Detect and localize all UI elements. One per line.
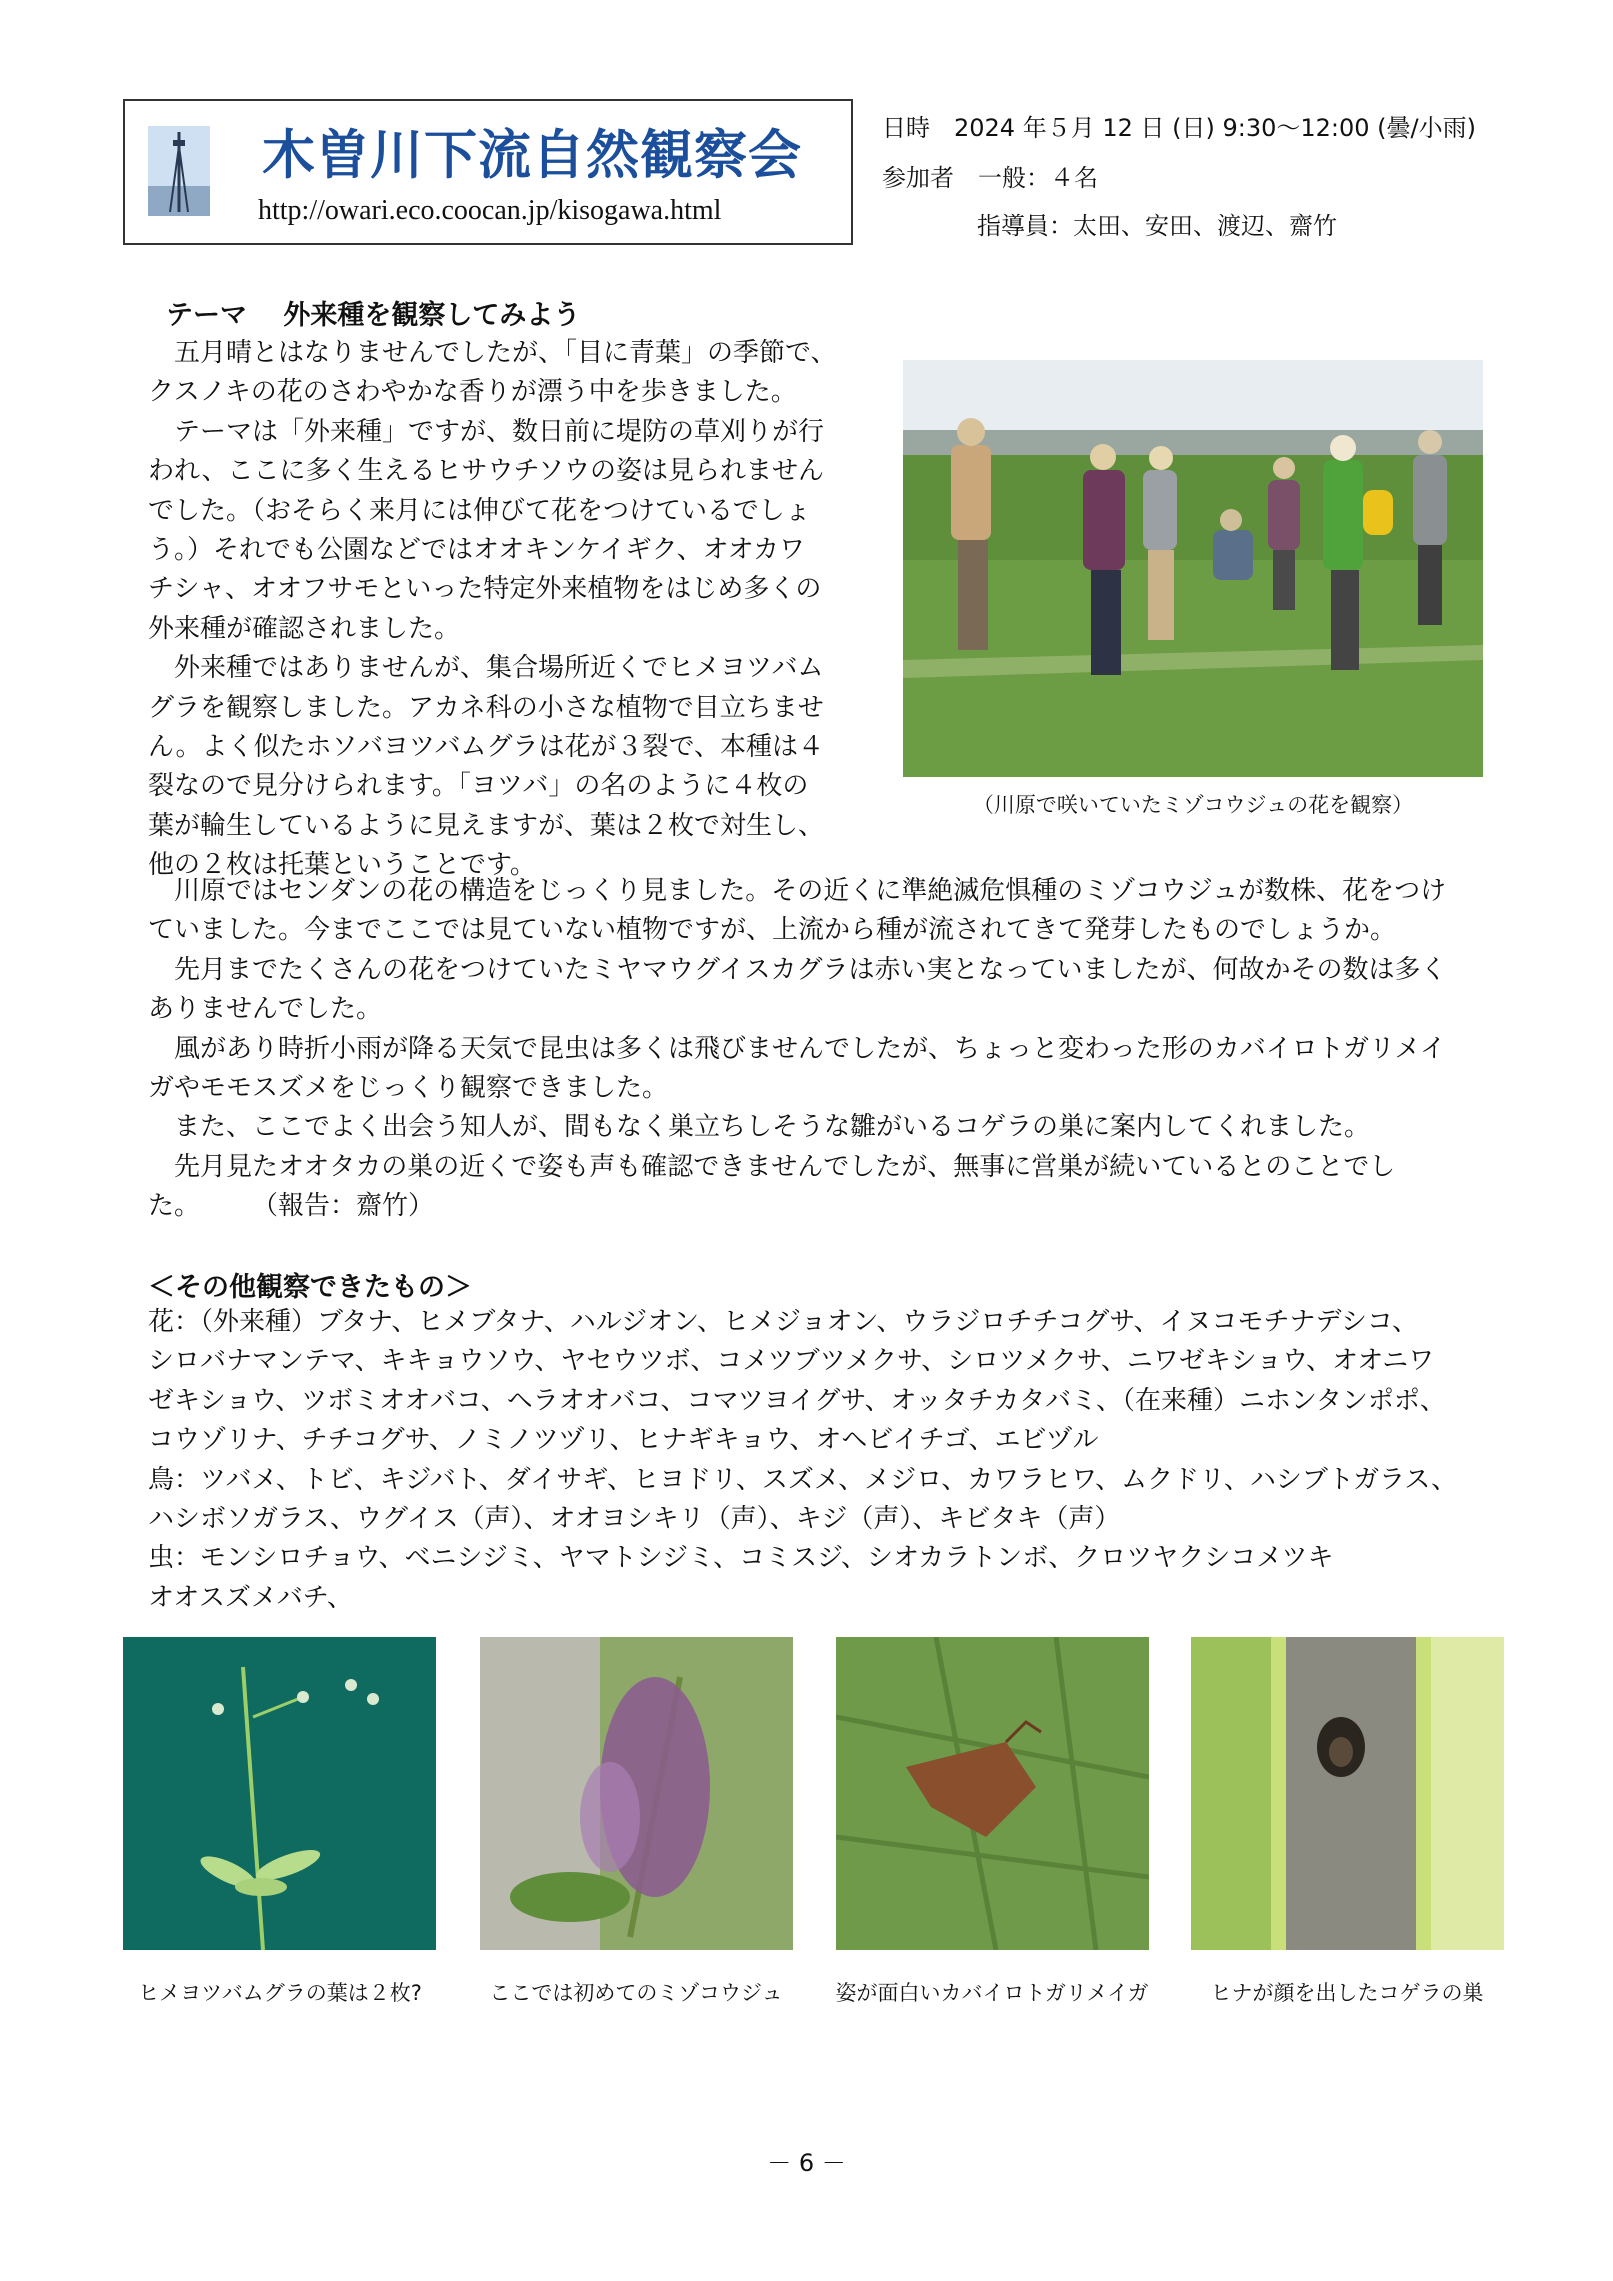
text-line: クスノキの花のさわやかな香りが漂う中を歩きました。 <box>148 377 797 408</box>
participants: 参加者 一般：４名 <box>882 164 1098 192</box>
text-line: 外来種ではありませんが、集合場所近くでヒメヨツバム <box>148 653 824 684</box>
report-body-narrow <box>148 334 836 885</box>
text-line: 虫：モンシロチョウ、ベニシジミ、ヤマトシジミ、コミスジ、シオカラトンボ、クロツヤクシコメツキ <box>148 1543 1334 1574</box>
text-line: 外来種が確認されました。 <box>148 613 461 644</box>
kabairotogarimeiga-photo <box>836 1637 1149 1950</box>
text-line: また、ここでよく出会う知人が、間もなく巣立ちしそうな雛がいるコゲラの巣に案内してくれました。 <box>148 1112 1371 1143</box>
tower-logo <box>148 126 210 216</box>
text-line: コウゾリナ、チチコグサ、ノミノツヅリ、ヒナギキョウ、オヘビイチゴ、エビヅル <box>148 1425 1099 1456</box>
text-line: ハシボソガラス、ウグイス（声）、オオヨシキリ（声）、キジ（声）、キビタキ（声） <box>148 1503 1121 1534</box>
event-date: 日時 2024 年５月 12 日 (日) 9:30～12:00 (曇/小雨) <box>882 114 1476 142</box>
text-line: シロバナマンテマ、キキョウソウ、ヤセウツボ、コメツブツメクサ、シロツメクサ、ニワゼキショウ、オオニワ <box>148 1346 1435 1377</box>
text-line: チシャ、オオフサモといった特定外来植物をはじめ多くの <box>148 574 822 605</box>
page-title: 木曽川下流自然観察会 <box>262 125 802 186</box>
text-line: グラを観察しました。アカネ科の小さな植物で目立ちませ <box>148 692 824 723</box>
text-line: われ、ここに多く生えるヒサウチソウの姿は見られません <box>148 456 825 487</box>
photo-caption: ここでは初めてのミゾコウジュ <box>489 1981 783 2005</box>
text-line: ありませんでした。 <box>148 994 383 1025</box>
text-line: 川原ではセンダンの花の構造をじっくり見ました。その近くに準絶滅危惧種のミゾコウジュが数株、花をつけ <box>148 876 1447 906</box>
other-observations-heading: ＜その他観察できたもの＞ <box>148 1272 472 1303</box>
text-line: テーマは「外来種」ですが、数日前に堤防の草刈りが行 <box>148 416 825 447</box>
text-line: 風があり時折小雨が降る天気で昆虫は多くは飛びませんでしたが、ちょっと変わった形のカバイロトガリメイ <box>148 1033 1446 1064</box>
text-line: オオスズメバチ、 <box>148 1582 353 1613</box>
text-line: た。 （報告：齋竹） <box>148 1191 435 1222</box>
text-line: ていました。今までここでは見ていない植物ですが、上流から種が流されてきて発芽したものでしょうか。 <box>148 915 1397 946</box>
main-photo-caption: （川原で咲いていたミゾコウジュの花を観察） <box>972 793 1414 817</box>
text-line: でした。（おそらく来月には伸びて花をつけているでしょ <box>148 495 811 526</box>
text-line: 鳥：ツバメ、トビ、キジバト、ダイサギ、ヒヨドリ、スズメ、メジロ、カワラヒワ、ムクドリ、ハシブトガラス、 <box>148 1464 1458 1495</box>
photo-caption: ヒメヨツバムグラの葉は２枚? <box>138 1981 422 2005</box>
theme-heading: テーマ 外来種を観察してみよう <box>166 300 581 331</box>
report-body-wide <box>148 872 1446 1227</box>
text-line: 他の２枚は托葉ということです。 <box>148 850 536 881</box>
text-line: 五月晴とはなりませんでしたが、「目に青葉」の季節で、 <box>148 338 837 368</box>
text-line: 花：（外来種）ブタナ、ヒメブタナ、ハルジオン、ヒメジョオン、ウラジロチチコグサ、イヌコモチナデシコ、 <box>148 1307 1418 1337</box>
text-line: 先月見たオオタカの巣の近くで姿も声も確認できませんでしたが、無事に営巣が続いているとのことでし <box>148 1151 1396 1182</box>
text-line: 葉が輪生しているように見えますが、葉は２枚で対生し、 <box>148 810 825 841</box>
text-line: ん。よく似たホソバヨツバムグラは花が３裂で、本種は４ <box>148 731 825 762</box>
text-line: 先月までたくさんの花をつけていたミヤマウグイスカグラは赤い実となっていましたが、何故かその数は多く <box>148 954 1447 985</box>
text-line: ガやモモスズメをじっくり観察できました。 <box>148 1072 669 1103</box>
hime-yotsubamugura-photo <box>123 1637 436 1950</box>
group-observation-photo <box>903 360 1483 777</box>
other-observations-list <box>148 1303 1457 1618</box>
photo-caption: ヒナが顔を出したコゲラの巣 <box>1210 1981 1484 2005</box>
leaders: 指導員：太田、安田、渡辺、齋竹 <box>977 212 1337 240</box>
photo-caption: 姿が面白いカバイロトガリメイガ <box>835 1981 1149 2005</box>
page-number: － 6 － <box>767 2149 846 2177</box>
text-line: ゼキショウ、ツボミオオバコ、ヘラオオバコ、コマツヨイグサ、オッタチカタバミ、（在来種）ニホンタンポポ、 <box>148 1385 1446 1416</box>
website-url[interactable]: http://owari.eco.coocan.jp/kisogawa.html <box>258 195 722 226</box>
text-line: う。）それでも公園などではオオキンケイギク、オオカワ <box>148 534 806 565</box>
kogera-nest-photo <box>1191 1637 1504 1950</box>
text-line: 裂なので見分けられます。「ヨツバ」の名のように４枚の <box>148 771 809 802</box>
mizokoujyu-photo <box>480 1637 793 1950</box>
